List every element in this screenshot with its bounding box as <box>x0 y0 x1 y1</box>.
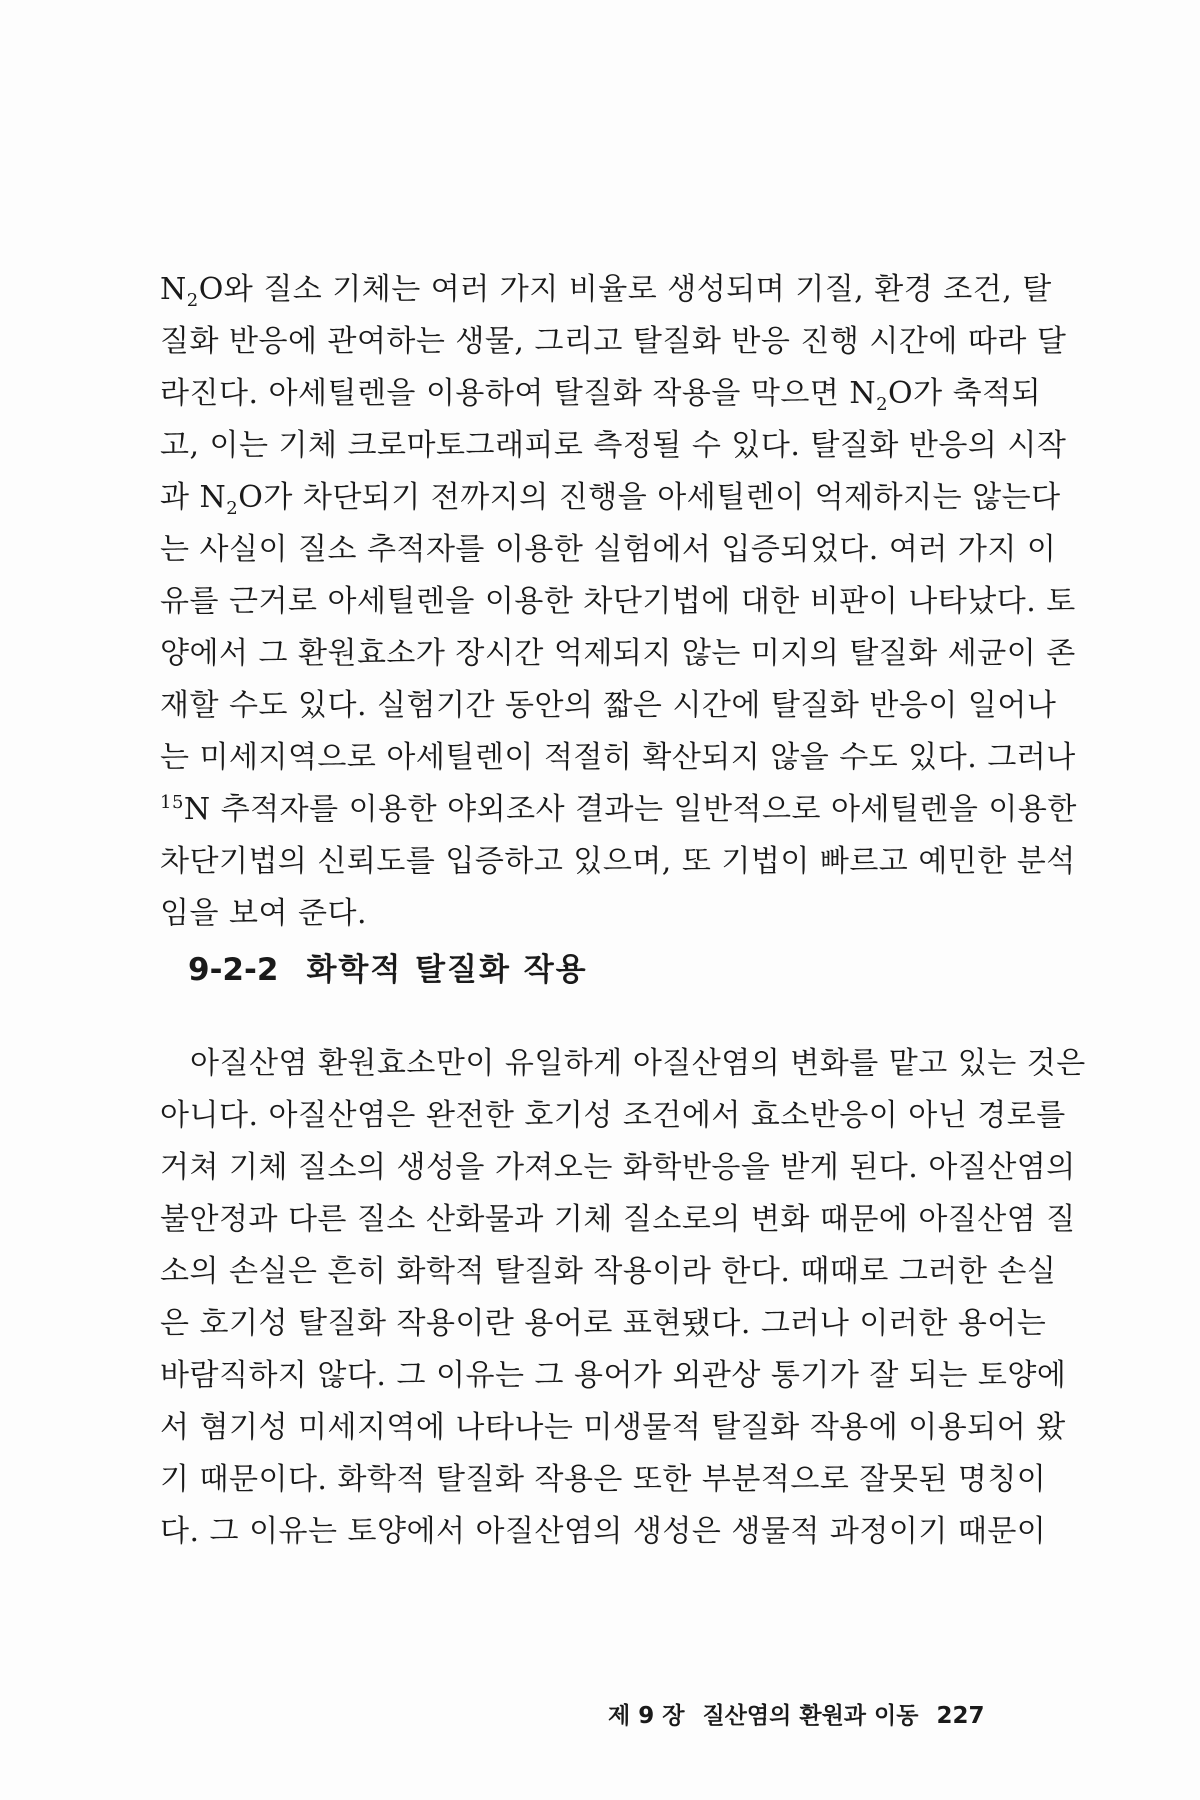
text-line: 과 $N_2O$가 차단되기 전까지의 진행을 아세틸렌이 억제하지는 않는다 <box>160 480 1061 519</box>
text-line: 기 때문이다. 화학적 탈질화 작용은 또한 부분적으로 잘못된 명칭이 <box>160 1462 1047 1497</box>
chapter-title: 질산염의 환원과 이동 <box>702 1703 919 1729</box>
chapter-label: 제 9 장 <box>608 1703 685 1729</box>
text-line: 양에서 그 환원효소가 장시간 억제되지 않는 미지의 탈질화 세균이 존 <box>160 636 1076 671</box>
text-line: 고, 이는 기체 크로마토그래피로 측정될 수 있다. 탈질화 반응의 시작 <box>160 428 1067 463</box>
text-line: $N_2O$와 질소 기체는 여러 가지 비율로 생성되며 기질, 환경 조건, 탈 <box>160 272 1052 311</box>
paragraph-2 <box>160 1038 1086 1558</box>
page-number: 227 <box>936 1703 985 1729</box>
paragraph-1 <box>160 264 1077 940</box>
text-line: $^{15}$N 추적자를 이용한 야외조사 결과는 일반적으로 아세틸렌을 이용한 <box>160 792 1077 827</box>
text-line: 는 미세지역으로 아세틸렌이 적절히 확산되지 않을 수도 있다. 그러나 <box>160 740 1076 775</box>
text-line: 불안정과 다른 질소 산화물과 기체 질소로의 변화 때문에 아질산염 질 <box>160 1202 1076 1237</box>
text-line: 다. 그 이유는 토양에서 아질산염의 생성은 생물적 과정이기 때문이 <box>160 1514 1047 1549</box>
text-line: 는 사실이 질소 추적자를 이용한 실험에서 입증되었다. 여러 가지 이 <box>160 532 1057 567</box>
text-line: 임을 보여 준다. <box>160 896 367 931</box>
text-line: 아니다. 아질산염은 완전한 호기성 조건에서 효소반응이 아닌 경로를 <box>160 1098 1066 1133</box>
text-line: 아질산염 환원효소만이 유일하게 아질산염의 변화를 맡고 있는 것은 <box>190 1046 1086 1081</box>
section-heading <box>188 948 588 992</box>
text-line: 재할 수도 있다. 실험기간 동안의 짧은 시간에 탈질화 반응이 일어나 <box>160 688 1057 723</box>
section-number: 9-2-2 <box>188 952 279 988</box>
text-line: 질화 반응에 관여하는 생물, 그리고 탈질화 반응 진행 시간에 따라 달 <box>160 324 1067 359</box>
text-line: 유를 근거로 아세틸렌을 이용한 차단기법에 대한 비판이 나타났다. 토 <box>160 584 1076 619</box>
text-line: 서 혐기성 미세지역에 나타나는 미생물적 탈질화 작용에 이용되어 왔 <box>160 1410 1066 1445</box>
text-line: 소의 손실은 흔히 화학적 탈질화 작용이라 한다. 때때로 그러한 손실 <box>160 1254 1057 1289</box>
text-line: 거쳐 기체 질소의 생성을 가져오는 화학반응을 받게 된다. 아질산염의 <box>160 1150 1076 1185</box>
text-line: 바람직하지 않다. 그 이유는 그 용어가 외관상 통기가 잘 되는 토양에 <box>160 1358 1067 1393</box>
text-line: 은 호기성 탈질화 작용이란 용어로 표현됐다. 그러나 이러한 용어는 <box>160 1306 1047 1341</box>
page-footer <box>608 1700 984 1732</box>
text-line: 라진다. 아세틸렌을 이용하여 탈질화 작용을 막으면 $N_2O$가 축적되 <box>160 376 1042 415</box>
section-title: 화학적 탈질화 작용 <box>306 952 588 988</box>
text-line: 차단기법의 신뢰도를 입증하고 있으며, 또 기법이 빠르고 예민한 분석 <box>160 844 1076 879</box>
